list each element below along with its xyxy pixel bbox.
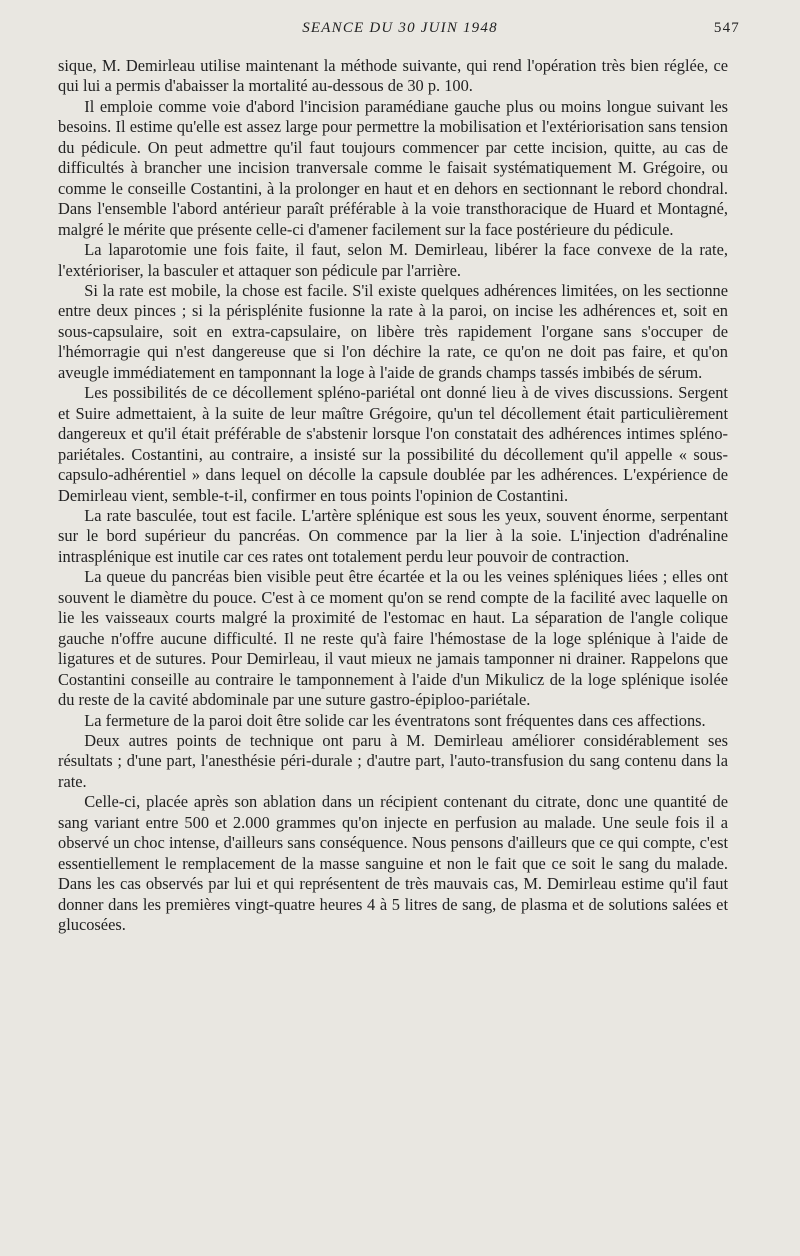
paragraph-3: La laparotomie une fois faite, il faut, selon M. Demirleau, libérer la face convexe de la rate, l'extérioriser, la basculer et attaquer son pédicule par l'arrière. bbox=[58, 240, 728, 280]
paragraph-1: sique, M. Demirleau utilise maintenant la méthode suivante, qui rend l'opération très bien réglée, ce qui lui a permis d'abaisser la mortalité au-dessous de 30 p. 100. bbox=[58, 56, 728, 96]
body-text bbox=[58, 56, 728, 935]
paragraph-10: Celle-ci, placée après son ablation dans un récipient contenant du citrate, donc une quantité de sang variant entre 500 et 2.000 grammes qu'on injecte en perfusion au malade. Une seule fois il a observé un choc intense, d'ailleurs sans conséquence. Nous pensons d'ailleurs que ce qui compte, c'est essentiellement le remplacement de la masse sanguine et non le fait que ce soit le sang du malade. Dans les cas observés par lui et qui représentent de très mauvais cas, M. Demirleau estime qu'il faut donner dans les premières vingt-quatre heures 4 à 5 litres de sang, de plasma et de solutions salées et glucosées. bbox=[58, 792, 728, 935]
paragraph-5: Les possibilités de ce décollement spléno-pariétal ont donné lieu à de vives discussions. Sergent et Suire admettaient, à la suite de leur maître Grégoire, qu'un tel décollement était particulièrement dangereux et qu'il était préférable de s'abstenir lorsque l'on constatait des adhérences intimes spléno-pariétales. Costantini, au contraire, a insisté sur la possibilité du décollement qu'il appelle « sous-capsulo-adhérentiel » dans lequel on décolle la capsule doublée par les adhérences. L'expérience de Demirleau vient, semble-t-il, confirmer en tous points l'opinion de Costantini. bbox=[58, 383, 728, 505]
page-number: 547 bbox=[713, 20, 740, 36]
paragraph-2: Il emploie comme voie d'abord l'incision paramédiane gauche plus ou moins longue suivant les besoins. Il estime qu'elle est assez large pour permettre la mobilisation et l'extériorisation sans tension du pédicule. On peut admettre qu'il faut toujours commencer par cette incision, quitte, au cas de difficultés à brancher une incision tranversale comme le faisait systématiquement M. Grégoire, ou comme le conseille Costantini, à la prolonger en haut et en dehors en sectionnant le rebord chondral. Dans l'ensemble l'abord antérieur paraît préférable à la voie transthoracique de Huard et Montagné, malgré le mérite que présente celle-ci d'amener facilement sur la face postérieure du pédicule. bbox=[58, 96, 728, 239]
paragraph-8: La fermeture de la paroi doit être solide car les éventratons sont fréquentes dans ces affections. bbox=[84, 710, 706, 730]
paragraph-4: Si la rate est mobile, la chose est facile. S'il existe quelques adhérences limitées, on les sectionne entre deux pinces ; si la périsplénite fusionne la rate à la paroi, on incise les adhérences et, soit en sous-capsulaire, soit en extra-capsulaire, on libère très rapidement l'organe sans s'occuper de l'hémorragie qui n'est dangereuse que si l'on déchire la rate, ce qu'on ne doit pas faire, et qu'on aveugle immédiatement en tamponnant la loge à l'aide de grands champs tassés imbibés de sérum. bbox=[58, 280, 728, 382]
header-title: SEANCE DU 30 JUIN 1948 bbox=[302, 20, 498, 36]
paragraph-9: Deux autres points de technique ont paru à M. Demirleau améliorer considérablement ses résultats ; d'une part, l'anesthésie péri-durale ; d'autre part, l'auto-transfusion du sang contenu dans la rate. bbox=[58, 730, 728, 791]
running-header bbox=[60, 20, 740, 44]
paragraph-6: La rate basculée, tout est facile. L'artère splénique est sous les yeux, souvent énorme, serpentant sur le bord supérieur du pancréas. On commence par la lier à la soie. L'injection d'adrénaline intrasplénique est inutile car ces rates ont totalement perdu leur pouvoir de contraction. bbox=[58, 505, 728, 566]
paragraph-7: La queue du pancréas bien visible peut être écartée et la ou les veines spléniques liées ; elles ont souvent le diamètre du pouce. C'est à ce moment qu'on se rend compte de la facilité avec laquelle on lie les vaisseaux courts malgré la proximité de l'estomac en haut. La séparation de l'angle colique gauche n'offre aucune difficulté. Il ne reste qu'à faire l'hémostase de la loge splénique à l'aide de ligatures et de sutures. Pour Demirleau, il vaut mieux ne jamais tamponner ni drainer. Rappelons que Costantini conseille au contraire le tamponnement à l'aide d'un Mikulicz de la loge splénique isolée du reste de la cavité abdominale par une suture gastro-épiploo-pariétale. bbox=[58, 567, 728, 710]
